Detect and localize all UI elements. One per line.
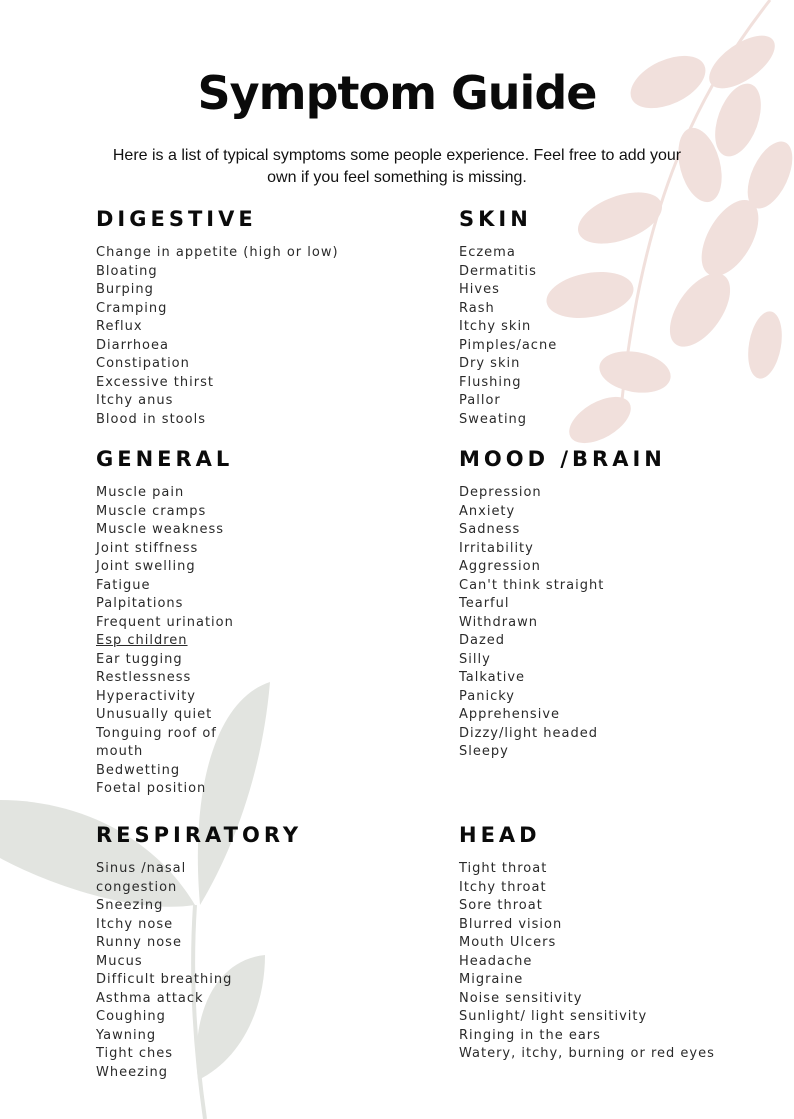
symptom-item: Blurred vision (459, 916, 563, 932)
symptom-item: Joint stiffness (96, 540, 199, 556)
symptom-item: Constipation (96, 356, 190, 371)
symptom-item: Muscle cramps (96, 503, 207, 519)
symptom-item: Pimples/acne (459, 337, 558, 353)
symptom-item: Anxiety (459, 503, 516, 519)
symptom-item: Foetal position (96, 781, 207, 796)
symptom-item: Itchy throat (459, 879, 547, 895)
symptom-item: Restlessness (96, 670, 192, 685)
symptom-list-head (459, 860, 779, 1064)
symptom-item: Sunlight/ light sensitivity (459, 1009, 648, 1024)
symptom-item: Sore throat (459, 898, 543, 913)
symptom-item: Itchy nose (96, 916, 174, 932)
section-heading-head: HEAD (459, 823, 541, 847)
symptom-item: Dry skin (459, 356, 521, 371)
symptom-item: Burping (96, 282, 154, 297)
symptom-item: Asthma attack (96, 990, 204, 1006)
section-general (96, 446, 416, 799)
symptom-item: Withdrawn (459, 614, 538, 630)
symptom-list-general (96, 484, 416, 799)
symptom-item: Headache (459, 953, 533, 969)
symptom-item: Frequent urination (96, 614, 234, 630)
symptom-item: Noise sensitivity (459, 990, 583, 1006)
symptom-item: Change in appetite (high or low) (96, 245, 339, 260)
symptom-item: Difficult breathing (96, 972, 233, 987)
symptom-item: Can't think straight (459, 577, 605, 593)
symptom-item: Coughing (96, 1009, 166, 1024)
symptom-item: Yawning (96, 1027, 157, 1043)
section-heading-digestive: DIGESTIVE (96, 207, 257, 231)
symptom-item: Cramping (96, 300, 168, 316)
symptom-item: Sadness (459, 522, 521, 537)
symptom-item: Fatigue (96, 577, 151, 593)
symptom-item: Dazed (459, 633, 506, 648)
symptom-item: Flushing (459, 374, 522, 390)
symptom-item: Tight ches (96, 1046, 174, 1061)
symptom-item: Dizzy/light headed (459, 725, 598, 741)
symptom-item: Mouth Ulcers (459, 935, 557, 950)
symptom-item: Aggression (459, 559, 541, 574)
symptom-item: Talkative (459, 670, 526, 685)
symptom-item: mouth (96, 744, 144, 759)
symptom-item: Migraine (459, 972, 524, 987)
symptom-item: Eczema (459, 245, 516, 260)
symptom-item: Tearful (459, 596, 510, 611)
symptom-item: Sleepy (459, 744, 509, 759)
symptom-list-digestive (96, 244, 416, 429)
symptom-item: Tonguing roof of (96, 725, 217, 741)
symptom-item: Diarrhoea (96, 337, 169, 353)
section-heading-respiratory: RESPIRATORY (96, 823, 303, 847)
symptom-item: Runny nose (96, 935, 182, 950)
symptom-item: Panicky (459, 688, 515, 704)
symptom-item: Hives (459, 282, 500, 297)
section-skin (459, 206, 779, 429)
symptom-item: Muscle weakness (96, 522, 225, 537)
symptom-item: Sneezing (96, 898, 164, 913)
symptom-item: Muscle pain (96, 485, 185, 500)
symptom-list-mood-brain (459, 484, 779, 762)
symptom-item: Dermatitis (459, 263, 537, 279)
symptom-item: Sinus /nasal (96, 861, 187, 876)
intro-text: Here is a list of typical symptoms some people experience. Feel free to add your own if you feel something is missing. (112, 147, 682, 186)
section-digestive (96, 206, 416, 429)
symptom-item: Sweating (459, 411, 528, 427)
symptom-item: Rash (459, 300, 495, 316)
symptom-list-skin (459, 244, 779, 429)
symptom-item: Mucus (96, 953, 143, 969)
symptom-item: Esp children (96, 633, 188, 648)
symptom-item: Bedwetting (96, 762, 181, 778)
symptom-item: Ringing in the ears (459, 1027, 601, 1043)
symptom-item: Excessive thirst (96, 374, 214, 390)
symptom-item: Unusually quiet (96, 707, 213, 722)
symptom-item: Depression (459, 485, 542, 500)
symptom-item: Palpitations (96, 596, 184, 611)
symptom-item: Pallor (459, 393, 501, 408)
section-heading-mood-brain: MOOD /BRAIN (459, 447, 666, 471)
symptom-item: Watery, itchy, burning or red eyes (459, 1046, 715, 1061)
symptom-item: Apprehensive (459, 707, 561, 722)
symptom-item: Bloating (96, 263, 158, 279)
symptom-item: Joint swelling (96, 559, 196, 574)
section-heading-general: GENERAL (96, 447, 234, 471)
symptom-item: Itchy skin (459, 319, 532, 334)
symptom-item: Silly (459, 651, 491, 667)
symptom-item: congestion (96, 879, 178, 895)
symptom-item: Tight throat (459, 861, 548, 876)
symptom-item: Irritability (459, 540, 534, 556)
page-title: Symptom Guide (197, 66, 597, 120)
section-head (459, 822, 779, 1064)
section-heading-skin: SKIN (459, 207, 532, 231)
symptom-item: Wheezing (96, 1064, 169, 1080)
section-mood-brain (459, 446, 779, 762)
symptom-item: Reflux (96, 319, 143, 334)
symptom-list-respiratory (96, 860, 416, 1082)
symptom-item: Blood in stools (96, 411, 206, 427)
symptom-item: Ear tugging (96, 651, 183, 667)
section-respiratory (96, 822, 416, 1082)
symptom-item: Itchy anus (96, 393, 174, 408)
symptom-item: Hyperactivity (96, 688, 196, 704)
